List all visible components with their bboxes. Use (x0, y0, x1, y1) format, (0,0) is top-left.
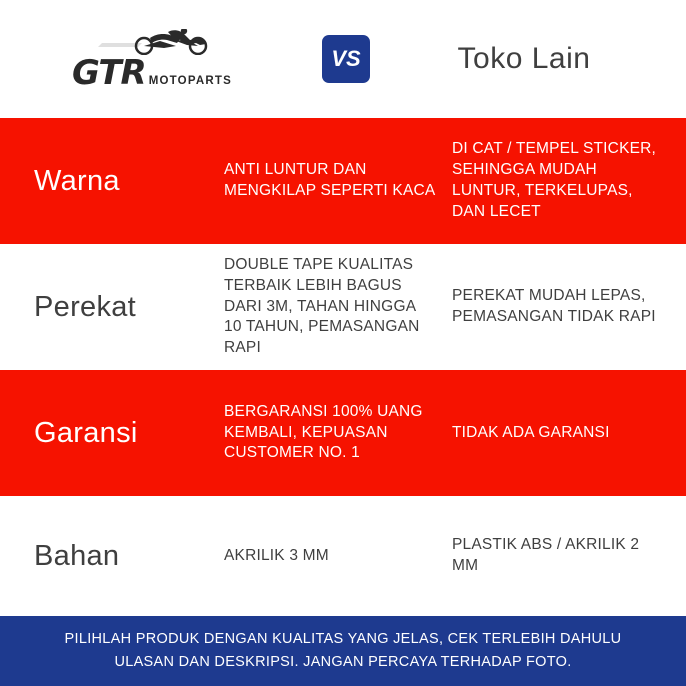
motorcycle-rider-icon (72, 29, 222, 55)
row-label: Warna (34, 164, 120, 197)
row-gtr-value: AKRILIK 3 MM (224, 546, 329, 564)
table-row (0, 118, 686, 244)
row-other-value: DI CAT / TEMPEL STICKER, SEHINGGA MUDAH LUNTUR, TERKELUPAS, DAN LECET (452, 140, 657, 220)
vs-badge: VS (322, 35, 370, 83)
logo-wordmark (72, 52, 232, 93)
row-other-value: PEREKAT MUDAH LEPAS, PEMASANGAN TIDAK RAPI (452, 287, 656, 325)
row-label: Garansi (34, 416, 138, 449)
table-row (0, 370, 686, 496)
table-row (0, 244, 686, 370)
logo-sub-text: MOTOPARTS (148, 74, 232, 87)
row-label: Bahan (34, 539, 120, 572)
row-other-value: TIDAK ADA GARANSI (452, 423, 610, 441)
competitor-title: Toko Lain (457, 42, 591, 75)
row-gtr-value: DOUBLE TAPE KUALITAS TERBAIK LEBIH BAGUS DARI 3M, TAHAN HINGGA 10 TAHUN, PEMASANGAN RAPI (224, 255, 420, 357)
logo-main-text: GTR (72, 52, 146, 93)
row-label: Perekat (34, 290, 137, 323)
brand-column (0, 29, 304, 93)
competitor-column (388, 42, 686, 76)
gtr-logo (72, 29, 232, 93)
footer-banner (0, 616, 686, 686)
table-row (0, 496, 686, 616)
header (0, 0, 686, 118)
footer-text: PILIHLAH PRODUK DENGAN KUALITAS YANG JELAS, CEK TERLEBIH DAHULU ULASAN DAN DESKRIPSI. JANGAN PERCAYA TERHADAP FOTO. (64, 630, 622, 670)
row-gtr-value: ANTI LUNTUR DAN MENGKILAP SEPERTI KACA (224, 161, 436, 199)
row-gtr-value: BERGARANSI 100% UANG KEMBALI, KEPUASAN CUSTOMER NO. 1 (224, 402, 423, 462)
row-other-value: PLASTIK ABS / AKRILIK 2 MM (452, 536, 640, 574)
vs-column (304, 35, 388, 83)
